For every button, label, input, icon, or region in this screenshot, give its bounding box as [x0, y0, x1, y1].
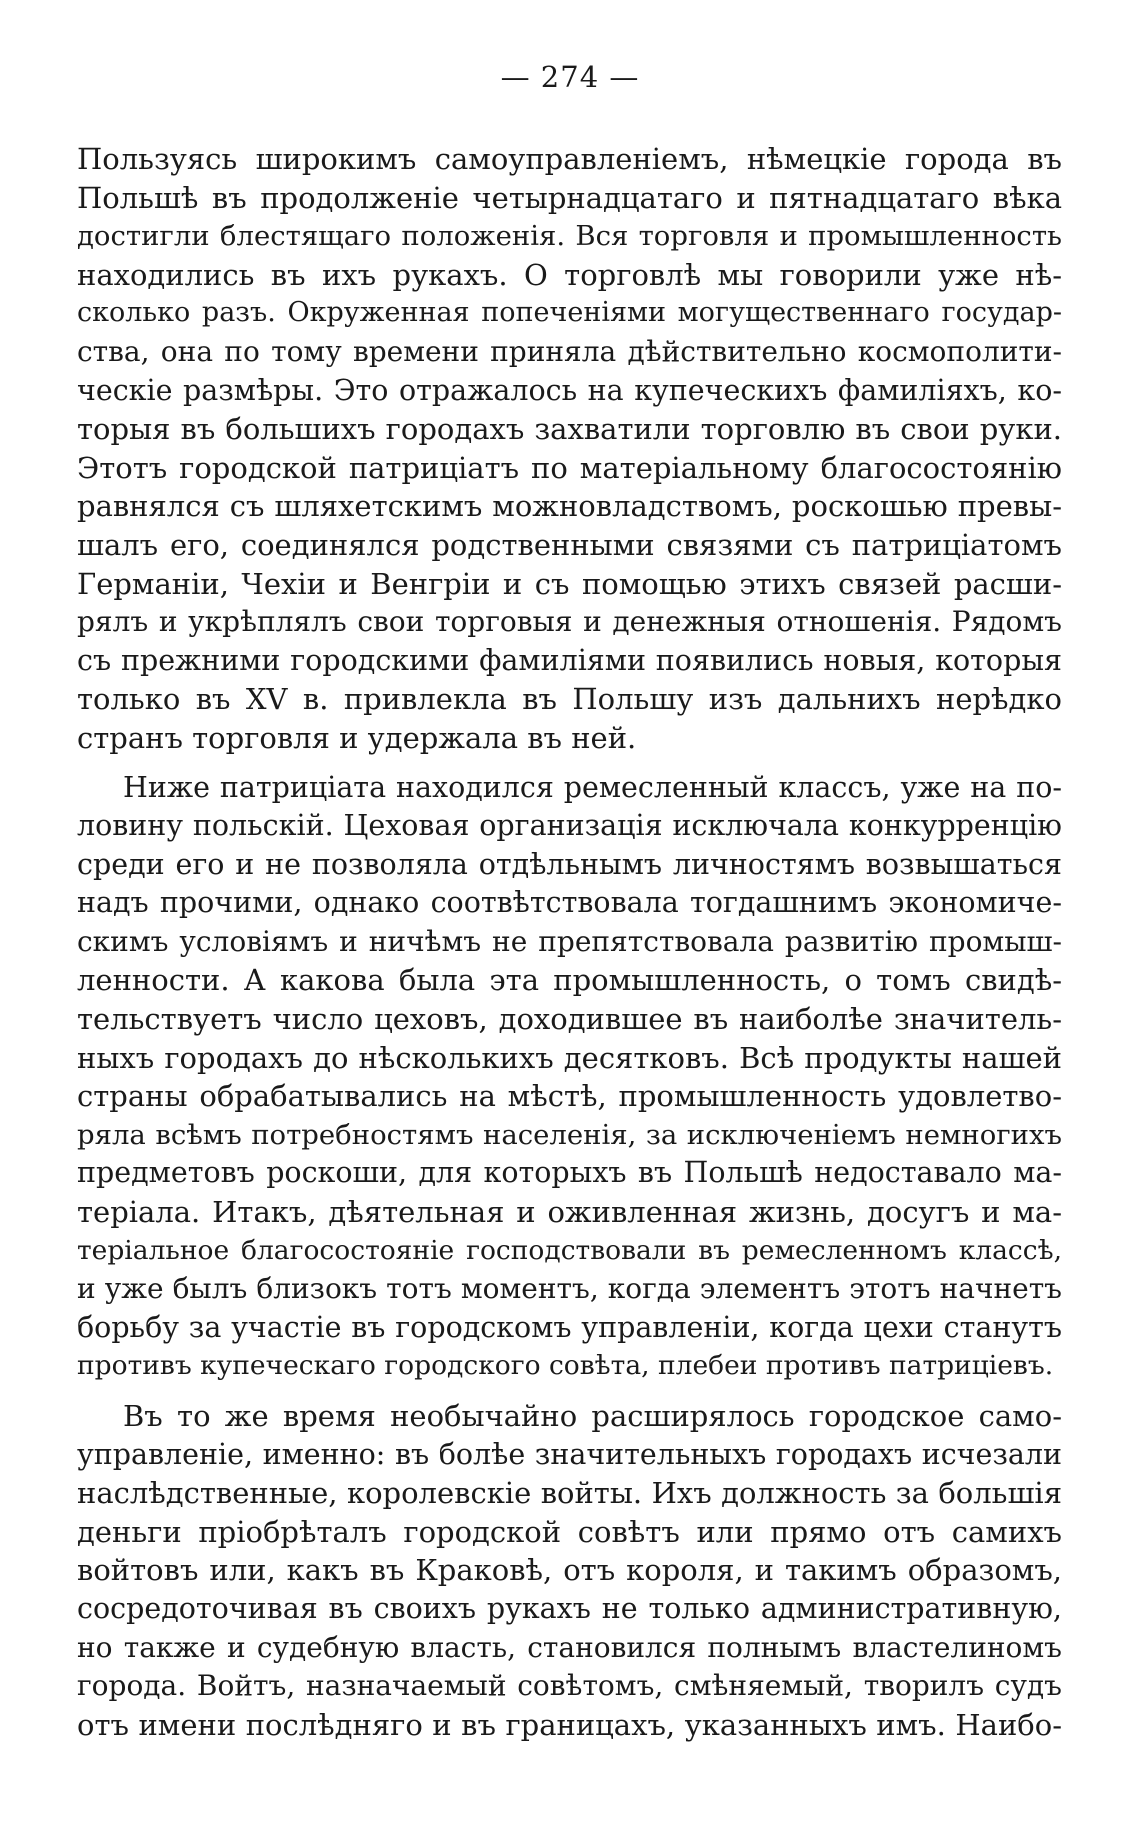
text-line: но также и судебную власть, становился полнымъ властелиномъ: [77, 1630, 1062, 1664]
text-line: тельствуетъ число цеховъ, доходившее въ наиболѣе значитель-: [77, 1002, 1062, 1037]
text-line: ряла всѣмъ потребностямъ населенія, за исключеніемъ немногихъ: [77, 1118, 1062, 1151]
text-line: только въ XV в. привлекла въ Польшу изъ дальнихъ нерѣдко: [77, 682, 1062, 717]
text-line: шалъ его, соединялся родственными связями съ патриціатомъ: [77, 527, 1062, 562]
text-line: борьбу за участіе въ городскомъ управленіи, когда цехи станутъ: [77, 1310, 1062, 1344]
body-text: [77, 140, 1062, 1744]
text-line: рялъ и укрѣплялъ свои торговыя и денежныя отношенія. Рядомъ: [77, 605, 1062, 639]
text-line: Этотъ городской патриціатъ по матеріальному благосостоянію: [77, 450, 1062, 485]
text-line: среди его и не позволяла отдѣльнымъ личностямъ возвышаться: [77, 847, 1062, 881]
text-line: и уже былъ близокъ тотъ моментъ, когда элементъ этотъ начнетъ: [77, 1272, 1062, 1306]
page-number: — 274 —: [500, 60, 640, 94]
text-line: предметовъ роскоши, для которыхъ въ Польшѣ недоставало ма-: [77, 1156, 1062, 1190]
text-line: ленности. А какова была эта промышленность, о томъ свидѣ-: [77, 963, 1062, 998]
text-line: находились въ ихъ рукахъ. О торговлѣ мы говорили уже нѣ-: [77, 257, 1062, 292]
text-line: Ниже патриціата находился ремесленный классъ, уже на по-: [123, 770, 1062, 804]
text-line: Пользуясь широкимъ самоуправленіемъ, нѣмецкіе города въ: [77, 142, 1062, 176]
text-line: ловину польскій. Цеховая организація исключала конкурренцію: [77, 809, 1062, 843]
text-line: ныхъ городахъ до нѣсколькихъ десятковъ. Всѣ продукты нашей: [77, 1040, 1062, 1075]
text-line: сколько разъ. Окруженная попеченіями могущественнаго государ-: [77, 297, 1062, 329]
text-line: теріала. Итакъ, дѣятельная и оживленная жизнь, досугъ и ма-: [77, 1195, 1062, 1230]
text-line: ческіе размѣры. Это отражалось на купеческихъ фамиліяхъ, ко-: [77, 373, 1062, 407]
text-line: торыя въ большихъ городахъ захватили торговлю въ свои руки.: [77, 412, 1062, 447]
text-line: съ прежними городскими фамиліями появились новыя, которыя: [77, 643, 1062, 677]
text-line: теріальное благосостояніе господствовали въ ремесленномъ классѣ,: [77, 1234, 1062, 1266]
text-line: противъ купеческаго городского совѣта, плебеи противъ патриціевъ.: [77, 1350, 1054, 1382]
text-line: войтовъ или, какъ въ Краковѣ, отъ короля, и такимъ образомъ,: [77, 1553, 1062, 1588]
text-line: Германіи, Чехіи и Венгріи и съ помощью этихъ связей расши-: [77, 566, 1062, 601]
text-line: сосредоточивая въ своихъ рукахъ не только административную,: [77, 1591, 1062, 1625]
text-line: страны обрабатывались на мѣстѣ, промышленность удовлетво-: [77, 1079, 1062, 1114]
text-line: странъ торговля и удержала въ ней.: [77, 720, 637, 755]
text-line: надъ прочими, однако соотвѣтствовала тогдашнимъ экономиче-: [77, 886, 1062, 920]
text-line: наслѣдственные, королевскіе войты. Ихъ должность за большія: [77, 1476, 1062, 1511]
text-line: равнялся съ шляхетскимъ можновладствомъ, роскошью превы-: [77, 489, 1062, 524]
text-line: деньги пріобрѣталъ городской совѣтъ или прямо отъ самихъ: [77, 1514, 1062, 1549]
text-line: достигли блестящаго положенія. Вся торговля и промышленность: [77, 220, 1062, 253]
text-line: скимъ условіямъ и ничѣмъ не препятствовала развитію промыш-: [77, 924, 1062, 958]
text-line: Въ то же время необычайно расширялось городское само-: [123, 1399, 1062, 1433]
text-line: города. Войтъ, назначаемый совѣтомъ, смѣняемый, творилъ судъ: [77, 1669, 1062, 1703]
text-line: управленіе, именно: въ болѣе значительныхъ городахъ исчезали: [77, 1437, 1062, 1471]
text-line: отъ имени послѣдняго и въ границахъ, указанныхъ имъ. Наибо-: [77, 1707, 1062, 1742]
text-line: ства, она по тому времени приняла дѣйствительно космополити-: [77, 334, 1062, 368]
text-line: Польшѣ въ продолженіе четырнадцатаго и пятнадцатаго вѣка: [77, 180, 1062, 215]
